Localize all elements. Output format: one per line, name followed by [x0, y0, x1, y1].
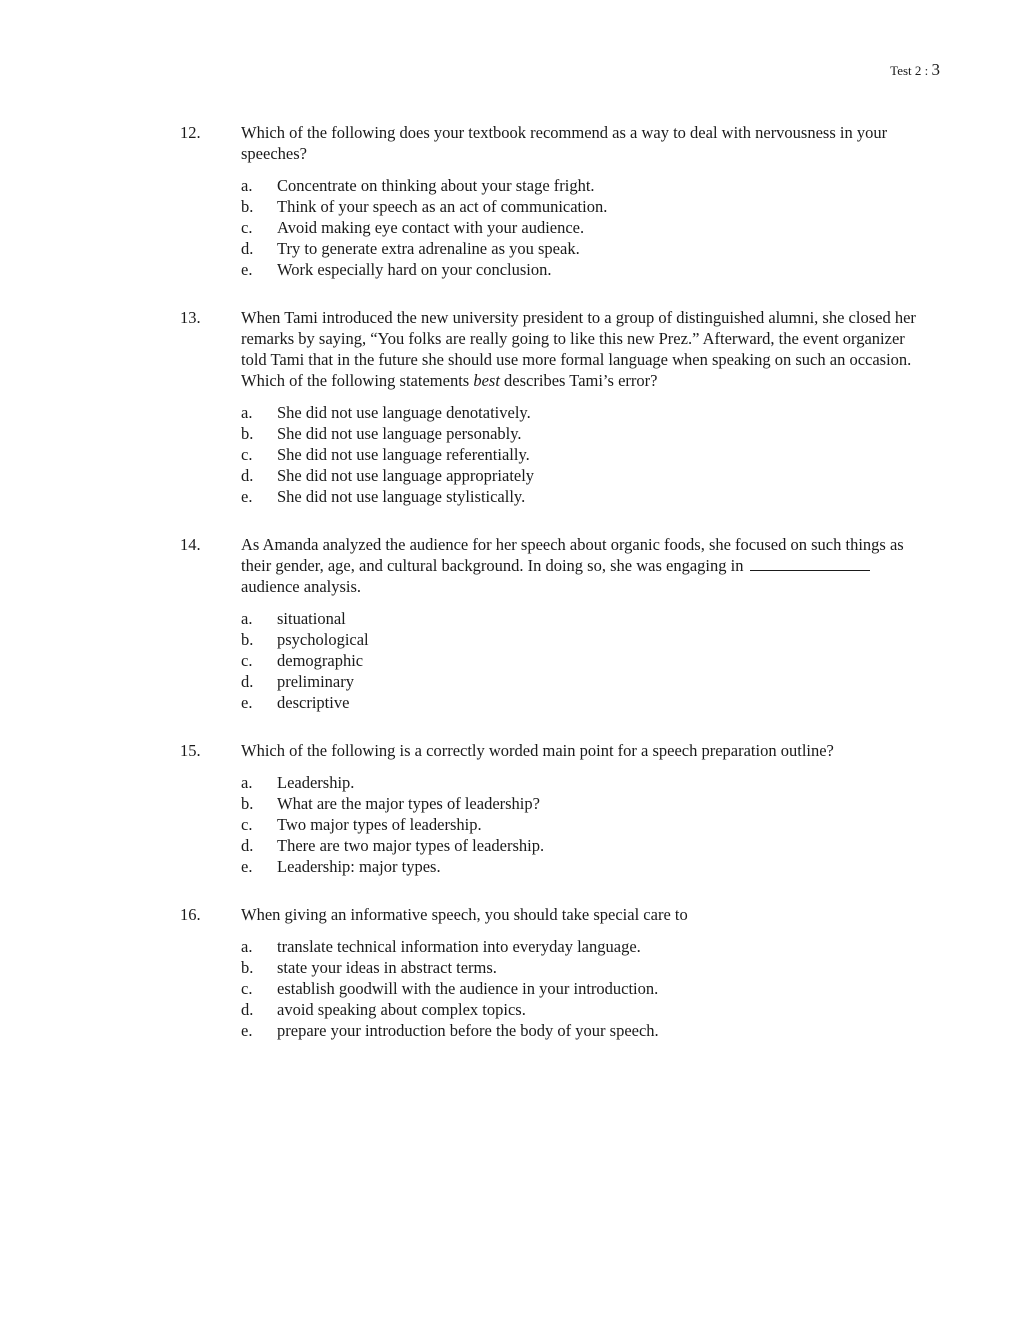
answer-option	[241, 856, 920, 877]
answer-option	[241, 402, 920, 423]
page-header	[890, 62, 940, 79]
option-text: She did not use language denotatively.	[277, 403, 531, 422]
option-letter: c.	[241, 445, 253, 464]
option-letter: a.	[241, 176, 253, 195]
option-text: avoid speaking about complex topics.	[277, 1000, 526, 1019]
question-number: 15.	[180, 741, 201, 760]
question-number: 13.	[180, 308, 201, 327]
option-letter: a.	[241, 773, 253, 792]
answer-option	[241, 217, 920, 238]
answer-option	[241, 629, 920, 650]
option-letter: d.	[241, 836, 254, 855]
page-number: 3	[931, 60, 940, 79]
option-letter: a.	[241, 609, 253, 628]
answer-option	[241, 835, 920, 856]
option-text: Think of your speech as an act of communication.	[277, 197, 608, 216]
answer-option	[241, 999, 920, 1020]
option-letter: d.	[241, 466, 254, 485]
option-letter: b.	[241, 630, 254, 649]
option-text: Avoid making eye contact with your audience.	[277, 218, 585, 237]
question-number: 16.	[180, 905, 201, 924]
option-text: state your ideas in abstract terms.	[277, 958, 497, 977]
option-text: Work especially hard on your conclusion.	[277, 260, 552, 279]
option-letter: d.	[241, 672, 254, 691]
answer-option	[241, 238, 920, 259]
answer-option	[241, 486, 920, 507]
option-letter: c.	[241, 218, 253, 237]
option-letter: d.	[241, 1000, 254, 1019]
question-15	[180, 740, 920, 877]
answer-option	[241, 692, 920, 713]
question-text-part: When Tami introduced the new university president to a group of distinguished alumni, she closed her remarks by saying, “You folks are really going to like this new Prez.” Afterward, the event organizer told Tami that in the future she should use more formal language when speaking on such an occasion. Which of the following statements	[241, 308, 916, 390]
question-number: 12.	[180, 123, 201, 142]
option-text: What are the major types of leadership?	[277, 794, 540, 813]
question-text	[241, 307, 920, 391]
option-text: demographic	[277, 651, 364, 670]
question-list	[180, 122, 920, 1068]
question-text: Which of the following is a correctly worded main point for a speech preparation outline?	[241, 741, 834, 760]
question-12	[180, 122, 920, 280]
answer-option	[241, 259, 920, 280]
option-text: Leadership.	[277, 773, 355, 792]
option-letter: c.	[241, 815, 253, 834]
question-text	[241, 534, 920, 597]
option-letter: e.	[241, 857, 253, 876]
answer-option	[241, 465, 920, 486]
option-letter: a.	[241, 403, 253, 422]
option-text: establish goodwill with the audience in your introduction.	[277, 979, 659, 998]
answer-option	[241, 814, 920, 835]
option-letter: d.	[241, 239, 254, 258]
option-letter: b.	[241, 958, 254, 977]
option-text: preliminary	[277, 672, 354, 691]
option-text: There are two major types of leadership.	[277, 836, 545, 855]
option-letter: e.	[241, 487, 253, 506]
answer-options	[241, 936, 920, 1041]
answer-option	[241, 793, 920, 814]
answer-options	[241, 772, 920, 877]
option-letter: e.	[241, 260, 253, 279]
question-text-part: As Amanda analyzed the audience for her speech about organic foods, she focused on such things as their gender, age, and cultural background. In doing so, she was engaging in	[241, 535, 904, 575]
answer-option	[241, 423, 920, 444]
option-letter: c.	[241, 979, 253, 998]
option-letter: c.	[241, 651, 253, 670]
answer-options	[241, 402, 920, 507]
answer-option	[241, 671, 920, 692]
answer-option	[241, 936, 920, 957]
answer-option	[241, 444, 920, 465]
option-text: psychological	[277, 630, 369, 649]
option-letter: a.	[241, 937, 253, 956]
option-text: situational	[277, 609, 346, 628]
option-text: Leadership: major types.	[277, 857, 441, 876]
question-text-emphasis: best	[473, 371, 500, 390]
header-label: Test 2 :	[890, 63, 932, 78]
question-text-part: audience analysis.	[241, 577, 362, 596]
question-text: Which of the following does your textbook recommend as a way to deal with nervousness in your speeches?	[241, 123, 888, 163]
answer-option	[241, 978, 920, 999]
option-letter: b.	[241, 424, 254, 443]
answer-option	[241, 650, 920, 671]
option-text: Concentrate on thinking about your stage fright.	[277, 176, 595, 195]
question-text: When giving an informative speech, you should take special care to	[241, 905, 688, 924]
answer-option	[241, 608, 920, 629]
fill-in-blank	[750, 555, 870, 571]
option-text: She did not use language appropriately	[277, 466, 535, 485]
answer-option	[241, 196, 920, 217]
answer-option	[241, 957, 920, 978]
answer-option	[241, 175, 920, 196]
option-text: Two major types of leadership.	[277, 815, 482, 834]
option-letter: b.	[241, 794, 254, 813]
option-text: Try to generate extra adrenaline as you speak.	[277, 239, 580, 258]
question-text-part: describes Tami’s error?	[499, 371, 658, 390]
question-16	[180, 904, 920, 1041]
option-text: translate technical information into everyday language.	[277, 937, 641, 956]
question-number: 14.	[180, 535, 201, 554]
option-text: She did not use language personably.	[277, 424, 522, 443]
option-letter: e.	[241, 1021, 253, 1040]
answer-options	[241, 608, 920, 713]
option-text: prepare your introduction before the body of your speech.	[277, 1021, 659, 1040]
option-text: She did not use language referentially.	[277, 445, 530, 464]
option-letter: e.	[241, 693, 253, 712]
option-letter: b.	[241, 197, 254, 216]
option-text: descriptive	[277, 693, 350, 712]
answer-options	[241, 175, 920, 280]
question-13	[180, 307, 920, 507]
question-14	[180, 534, 920, 713]
option-text: She did not use language stylistically.	[277, 487, 526, 506]
answer-option	[241, 1020, 920, 1041]
answer-option	[241, 772, 920, 793]
